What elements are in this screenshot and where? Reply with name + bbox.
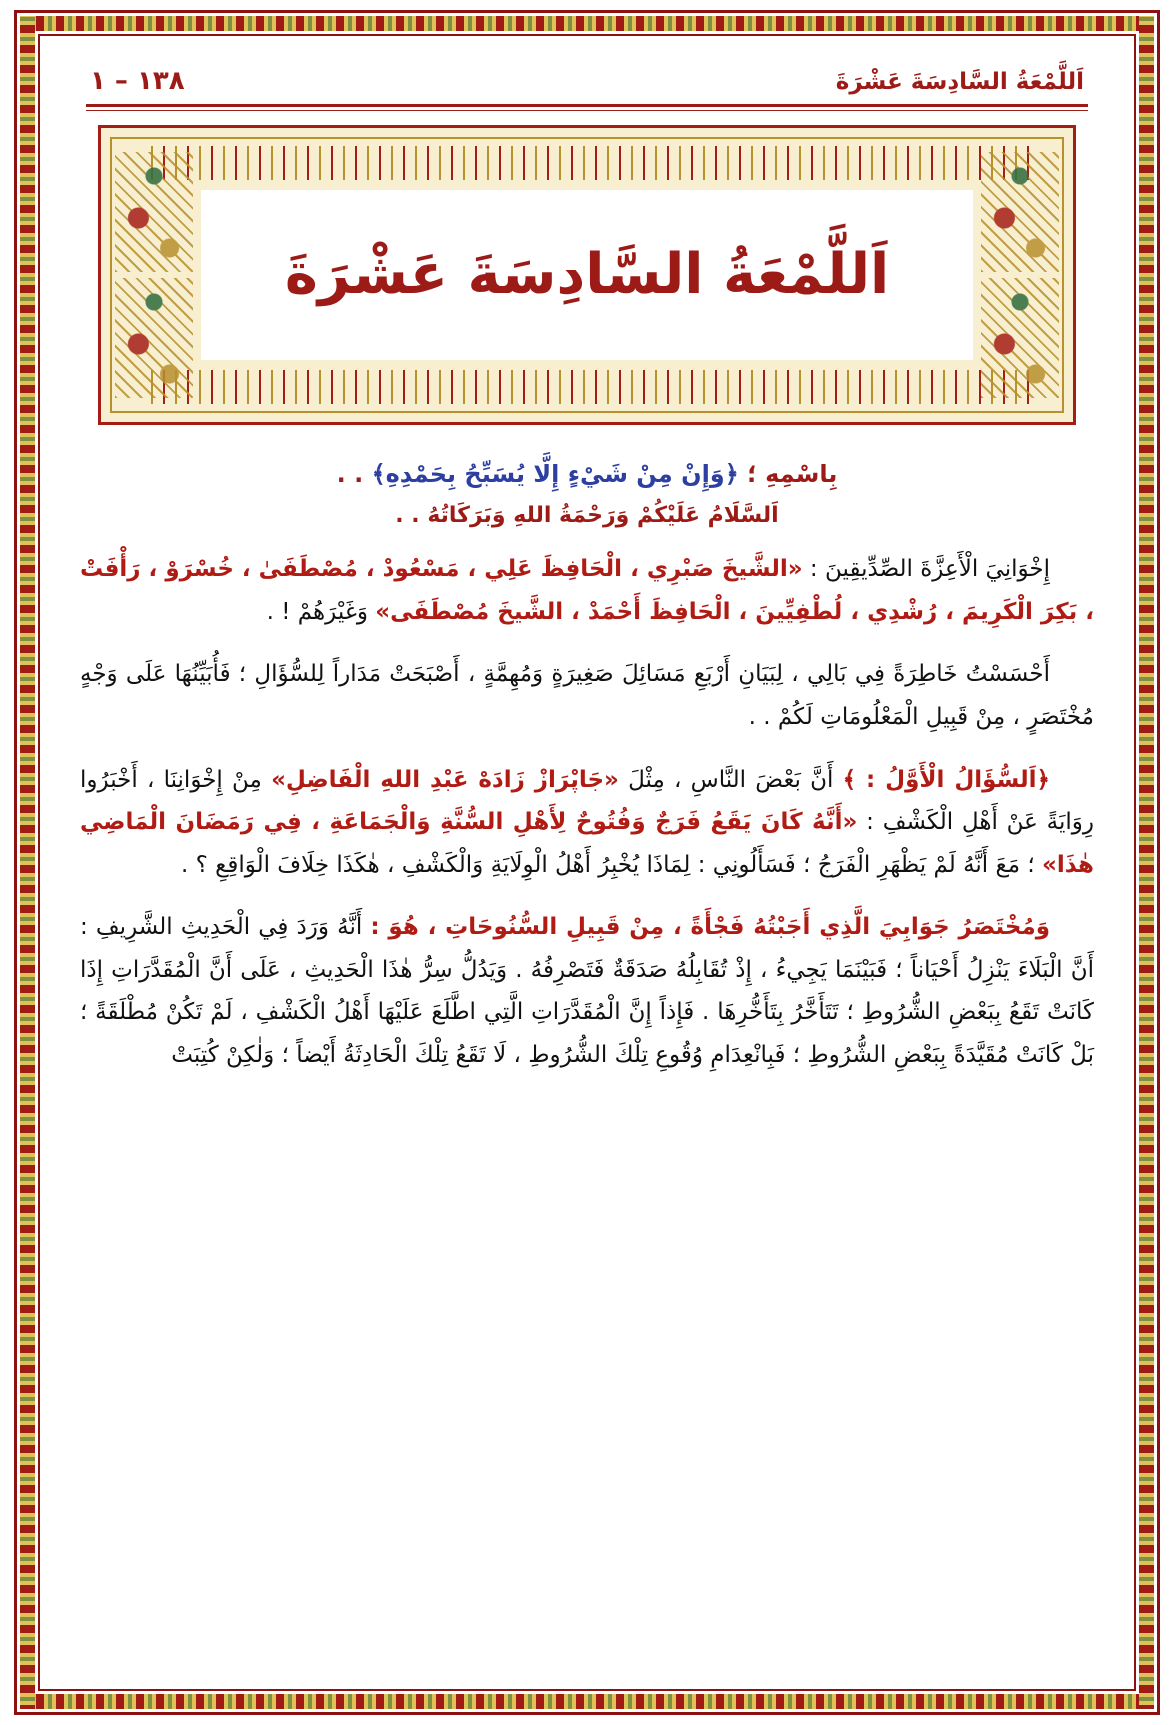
divider-thin-rule [86,110,1088,111]
ornamental-band-top [20,16,1154,31]
basmala-prefix: بِاسْمِهِ ؛ [738,460,838,488]
divider-thick-rule [86,104,1088,107]
paragraph-first-question [80,759,1094,887]
ornamental-band-bottom [20,1694,1154,1709]
quran-verse: ﴿وَإِنْ مِنْ شَيْءٍ إِلَّا يُسَبِّحُ بِحَمْدِهِ﴾ [371,460,739,488]
answer-body: أَنَّهُ وَرَدَ فِي الْحَدِيثِ الشَّرِيفِ : أَنَّ الْبَلَاءَ يَنْزِلُ أَحْيَاناً ؛ فَبَيْنَمَا يَجِيءُ ، إِذْ تُقَابِلُهُ صَدَقَةٌ فَتَصْرِفُهُ . وَيَدُلُّ سِرُّ هٰذَا الْحَدِيثِ ، عَلَى أَنَّ الْمُقَدَّرَاتِ إِذَا كَانَتْ تَقَعُ بِبَعْضِ الشُّرُوطِ ؛ تَتَأَخَّرُ بِتَأَخُّرِهَا . فَإِذاً إِنَّ الْمُقَدَّرَاتِ الَّتِي اطَّلَعَ عَلَيْهَا أَهْلُ الْكَشْفِ ، لَمْ تَكُنْ مُطْلَقَةً ؛ بَلْ كَانَتْ مُقَيَّدَةً بِبَعْضِ الشُّرُوطِ ؛ فَبِانْعِدَامِ وُقُوعِ تِلْكَ الشُّرُوطِ ، لَا تَقَعُ تِلْكَ الْحَادِثَةُ أَيْضاً ؛ وَلٰكِنْ كُتِبَتْ [80,914,1094,1068]
title-ornament-box [98,125,1076,425]
addressees-tail: وَغَيْرَهُمْ ! . [266,598,376,625]
first-question-text-1: أَنَّ بَعْضَ النَّاسِ ، مِثْلَ [618,766,843,793]
salam-line: اَلسَّلَامُ عَلَيْكُمْ وَرَحْمَةُ اللهِ وَبَرَكَاتُهُ . . [395,503,779,529]
ornament-strip-bottom [141,370,1033,404]
corner-ornament-bottom-left [115,278,193,398]
basmala-suffix: . . [336,460,372,488]
addressees-intro: إِخْوَانِيَ الْأَعِزَّةَ الصِّدِّيقِينَ : [802,556,1050,583]
corner-ornament-top-left [115,152,193,272]
answer-lead-in: وَمُخْتَصَرُ جَوَابِيَ الَّذِي أَجَبْتُهُ فَجْأَةً ، مِنْ قَبِيلِ السُّنُوحَاتِ ، هُوَ : [370,914,1050,941]
paragraph-intro: أَحْسَسْتُ خَاطِرَةً فِي بَالِي ، لِبَيَانِ أَرْبَعِ مَسَائِلَ صَغِيرَةٍ وَمُهِمَّةٍ ، أَصْبَحَتْ مَدَاراً لِلسُّؤَالِ ؛ فَأُبَيِّنُهَا عَلَى وَجْهٍ مُخْتَصَرٍ ، مِنْ قَبِيلِ الْمَعْلُومَاتِ لَكُمْ . . [80,661,1094,731]
first-question-narration: «أَنَّهُ كَانَ يَقَعُ فَرَجٌ وَفُتُوحٌ لِأَهْلِ السُّنَّةِ وَالْجَمَاعَةِ ، فِي رَمَضَانَ الْمَاضِي هٰذَا» [80,809,1094,878]
page-header [80,66,1094,96]
first-question-text-2: مِنْ إِخْوَانِنَا ، أَخْبَرُوا رِوَايَةً عَنْ أَهْلِ الْكَشْفِ : [80,766,1094,836]
chapter-title: اَللَّمْعَةُ السَّادِسَةَ عَشْرَةَ [284,241,890,307]
running-head-title: اَللَّمْعَةُ السَّادِسَةَ عَشْرَةَ [835,69,1084,95]
header-divider [86,104,1088,111]
ornament-strip-top [141,146,1033,180]
first-question-text-3: ؛ مَعَ أَنَّهُ لَمْ يَظْهَرِ الْفَرَجُ ؛ فَسَأَلُونِي : لِمَاذَا يُخْبِرُ أَهْلُ الْوِلَايَةِ وَالْكَشْفِ ، هٰكَذَا خِلَافَ الْوَاقِعِ ؟ . [180,851,1043,878]
page-number: ١٣٨ – ١ [90,66,185,96]
corner-ornament-bottom-right [981,278,1059,398]
page-content [52,48,1122,1677]
first-question-heading: ﴿اَلسُّؤَالُ الْأَوَّلُ : ﴾ [842,766,1050,793]
paragraph-answer [80,906,1094,1076]
first-question-quote-name: «جَاپْرَازْ زَادَهْ عَبْدِ اللهِ الْفَاضِلِ» [271,766,619,793]
basmala-line [80,455,1094,493]
title-plate [201,190,973,360]
addressees-names: «الشَّيخَ صَبْرِي ، الْحَافِظَ عَلِي ، مَسْعُودْ ، مُصْطَفَىٰ ، خُسْرَوْ ، رَأْفَتْ ، بَكِرَ الْكَرِيمَ ، رُشْدِي ، لُطْفِيِّينَ ، الْحَافِظَ أَحْمَدْ ، الشَّيخَ مُصْطَفَى» [80,556,1094,625]
corner-ornament-top-right [981,152,1059,272]
ornamental-band-left [20,16,35,1709]
paragraph-addressees [80,548,1094,633]
ornamental-band-right [1139,16,1154,1709]
